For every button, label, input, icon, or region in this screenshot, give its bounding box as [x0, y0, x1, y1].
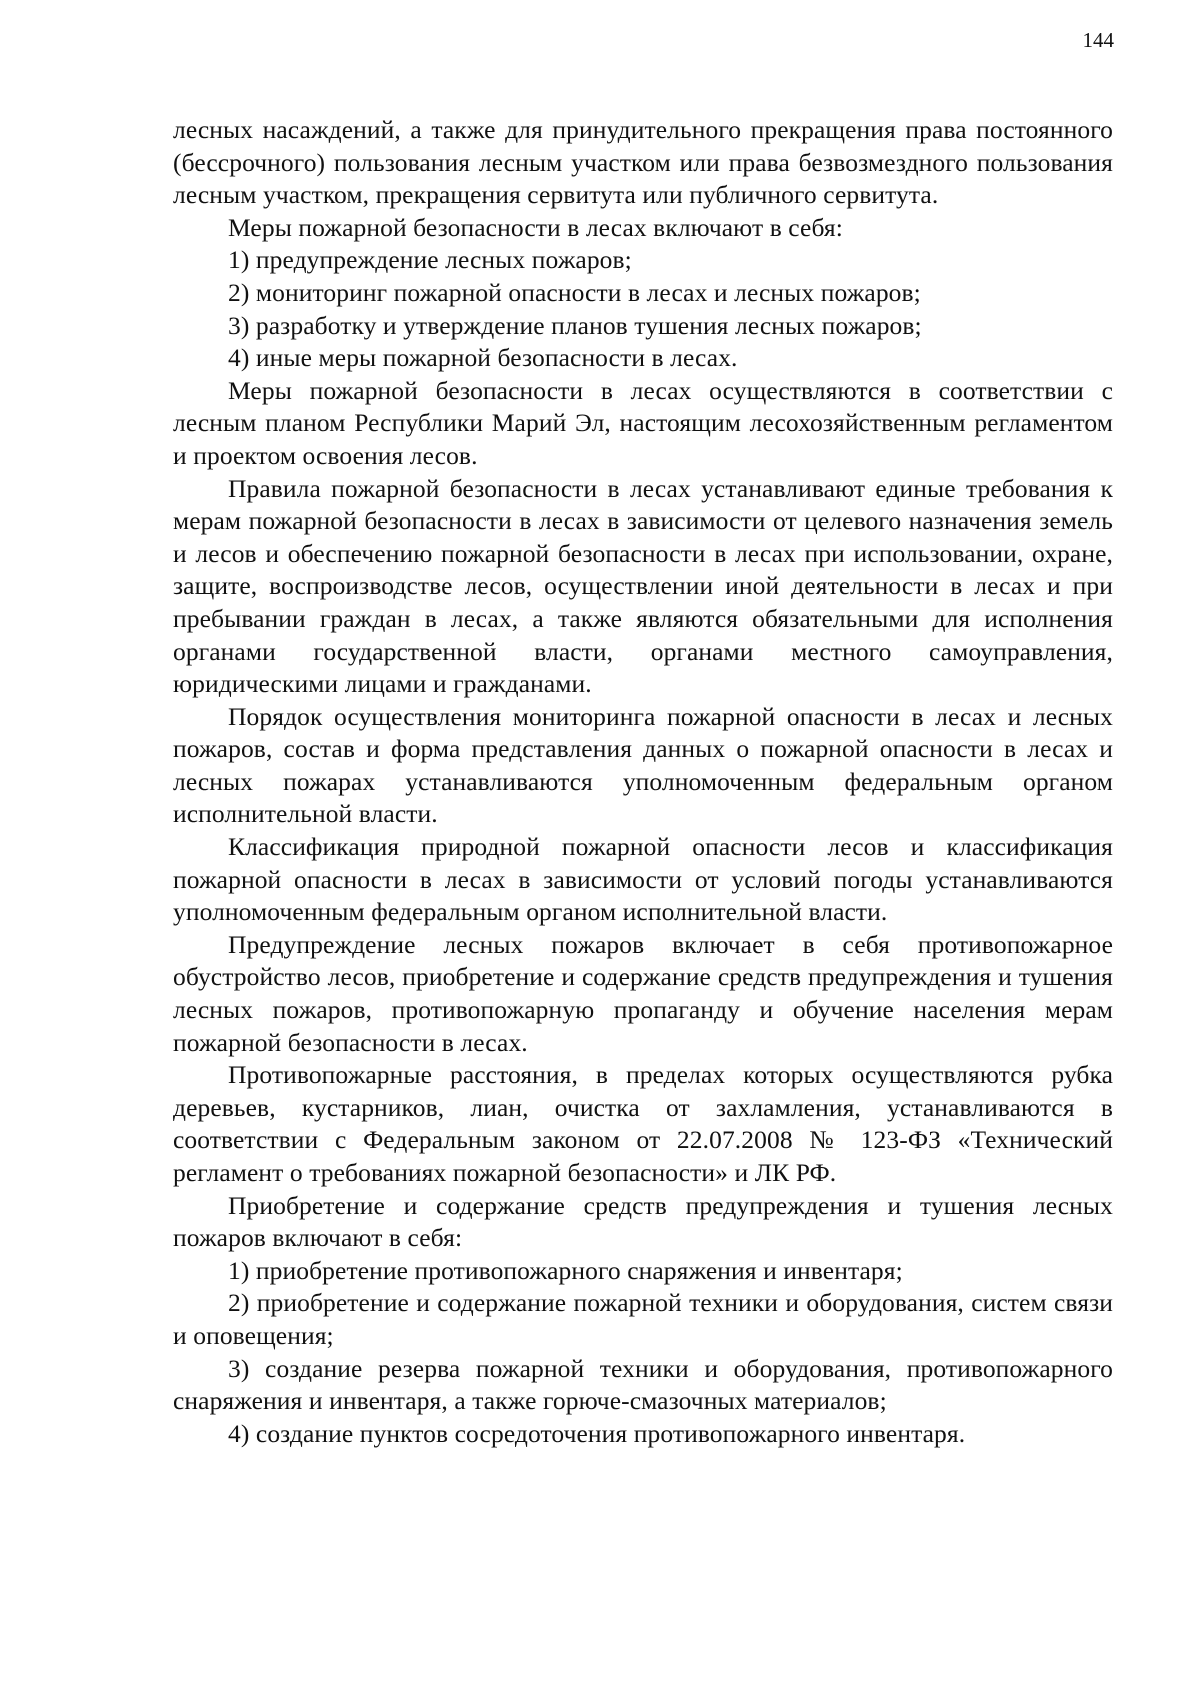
paragraph-7: Предупреждение лесных пожаров включает в себя противопожарное обустройство лесов, приобретение и содержание средств предупреждения и тушения лесных пожаров, противопожарную пропаганду и обучение населения мерам пожарной безопасности в лесах. — [173, 929, 1113, 1057]
paragraph-4: Правила пожарной безопасности в лесах устанавливают единые требования к мерам пожарной безопасности в лесах в зависимости от целевого назначения земель и лесов и обеспечению пожарной безопасности в лесах при использовании, охране, защите, воспроизводстве лесов, осуществлении иной деятельности в лесах и при пребывании граждан в лесах, а также являются обязательными для исполнения органами государственной власти, органами местного самоуправления, юридическими лицами и гражданами. — [173, 473, 1113, 699]
paragraph-6: Классификация природной пожарной опасности лесов и классификация пожарной опасности в лесах в зависимости от условий погоды устанавливаются уполномоченным федеральным органом исполнительной власти. — [173, 832, 1113, 927]
list-item-8: 4) создание пунктов сосредоточения противопожарного инвентаря. — [228, 1418, 966, 1448]
list-item-3: 3) разработку и утверждение планов тушения лесных пожаров; — [228, 310, 922, 340]
document-body — [173, 114, 1113, 1450]
list-item-5: 1) приобретение противопожарного снаряжения и инвентаря; — [228, 1255, 903, 1285]
paragraph-8: Противопожарные расстояния, в пределах которых осуществляются рубка деревьев, кустарников, лиан, очистка от захламления, устанавливаются в соответствии с Федеральным законом от 22.07.2008 № 123-ФЗ «Технический регламент о требованиях пожарной безопасности» и ЛК РФ. — [173, 1060, 1113, 1187]
paragraph-5: Порядок осуществления мониторинга пожарной опасности в лесах и лесных пожаров, состав и форма представления данных о пожарной опасности в лесах и лесных пожарах устанавливаются уполномоченным федеральным органом исполнительной власти. — [173, 701, 1113, 829]
list-item-7: 3) создание резерва пожарной техники и оборудования, противопожарного снаряжения и инвентаря, а также горюче-смазочных материалов; — [173, 1353, 1113, 1416]
list-item-4: 4) иные меры пожарной безопасности в лесах. — [228, 343, 738, 373]
page-number: 144 — [1082, 28, 1114, 52]
paragraph-2: Меры пожарной безопасности в лесах включают в себя: — [228, 212, 843, 242]
list-item-2: 2) мониторинг пожарной опасности в лесах и лесных пожаров; — [228, 277, 921, 307]
list-item-1: 1) предупреждение лесных пожаров; — [228, 245, 632, 275]
paragraph-3: Меры пожарной безопасности в лесах осуществляются в соответствии с лесным планом Республики Марий Эл, настоящим лесохозяйственным регламентом и проектом освоения лесов. — [173, 375, 1113, 470]
paragraph-9: Приобретение и содержание средств предупреждения и тушения лесных пожаров включают в себя: — [173, 1190, 1113, 1253]
list-item-6: 2) приобретение и содержание пожарной техники и оборудования, систем связи и оповещения; — [173, 1288, 1113, 1350]
paragraph-1: лесных насаждений, а также для принудительного прекращения права постоянного (бессрочного) пользования лесным участком или права безвозмездного пользования лесным участком, прекращения сервитута или публичного сервитута. — [173, 115, 1113, 210]
